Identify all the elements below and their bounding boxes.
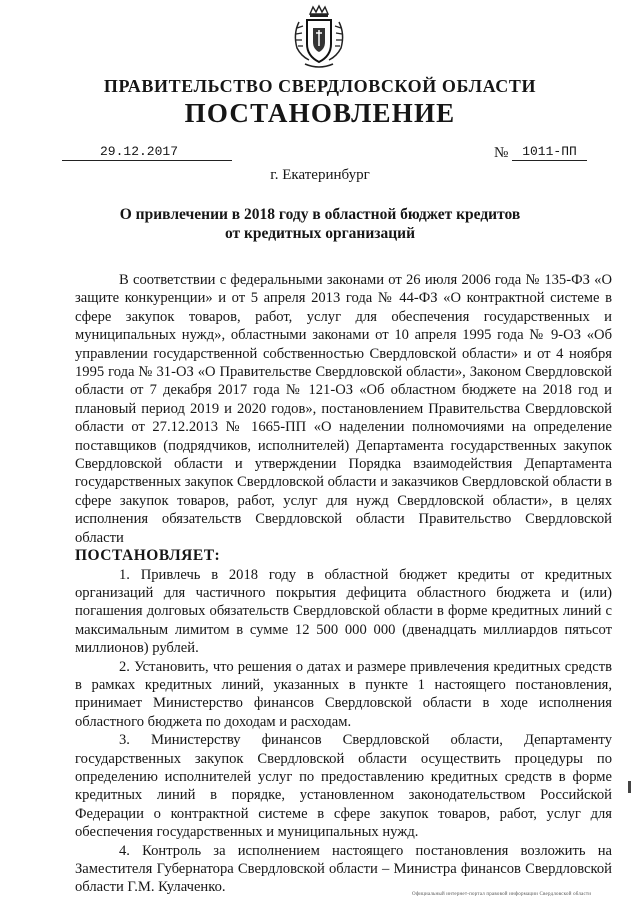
resolves-heading: ПОСТАНОВЛЯЕТ: bbox=[75, 547, 221, 565]
subject-line-2: от кредитных организаций bbox=[224, 225, 416, 242]
document-type: ПОСТАНОВЛЕНИЕ bbox=[184, 98, 456, 128]
government-title: ПРАВИТЕЛЬСТВО СВЕРДЛОВСКОЙ ОБЛАСТИ bbox=[103, 76, 537, 96]
document-date: 29.12.2017 bbox=[62, 144, 232, 161]
city: г. Екатеринбург bbox=[270, 167, 370, 183]
preamble: В соответствии с федеральными законами от 26 июля 2006 года № 135-ФЗ «О защите конкуренции» и от 5 апреля 2013 года № 44-ФЗ «О контрактной системе в сфере закупок товаров, работ, услуг для обеспечения государственных и муниципальных нужд», областными законами от 10 апреля 1995 года № 9-ОЗ «Об управлении государственной собственностью Свердловской области» и от 4 ноября 1995 года № 31-ОЗ «О Правительстве Свердловской области», Законом Свердловской области от 7 декабря 2017 года № 121-ОЗ «Об областном бюджете на 2018 год и плановый период 2019 и 2020 годов», постановлением Правительства Свердловской области от 27.12.2013 № 1665-ПП «О наделении полномочиями на определение поставщиков (подрядчиков, исполнителей) Департамента государственных закупок Свердловской области и утверждении Порядка взаимодействия Департамента государственных закупок Свердловской области и заказчиков Свердловской области в сфере закупок товаров, работ, услуг для нужд Свердловской области», в целях исполнения обязательств Свердловской области Правительство Свердловской области bbox=[75, 272, 612, 546]
document-number: 1011-ПП bbox=[512, 144, 587, 161]
item-2: 2. Установить, что решения о датах и размере привлечения кредитных средств в рамках кредитных линий, указанных в пункте 1 настоящего постановления, принимает Министерство финансов Свердловской области в ходе исполнения областного бюджета по доходам и расходам. bbox=[75, 658, 612, 730]
item-1: 1. Привлечь в 2018 году в областной бюджет кредиты от кредитных организаций для частичного покрытия дефицита областного бюджета и (или) погашения долговых обязательств Свердловской области в форме кредитных линий с максимальным лимитом в сумме 12 500 000 000 (двенадцать миллиардов пятьсот миллионов) рублей. bbox=[75, 566, 612, 657]
number-sign: № bbox=[494, 145, 509, 161]
item-3: 3. Министерству финансов Свердловской области, Департаменту государственных закупок Свердловской области осуществить процедуры по определению исполнителей услуг по предоставлению кредитных средств в форме кредитных линий в порядке, установленном законодательством Российской Федерации о контрактной системе в сфере закупок товаров, работ, услуг для обеспечения государственных и муниципальных нужд. bbox=[75, 732, 612, 841]
coat-of-arms-icon bbox=[291, 4, 347, 72]
subject-line-1: О привлечении в 2018 году в областной бюджет кредитов bbox=[119, 206, 521, 223]
footer-note: Официальный интернет-портал правовой информации Свердловской области bbox=[412, 892, 592, 897]
document-subject bbox=[0, 205, 640, 243]
margin-mark bbox=[628, 781, 631, 793]
item-4: 4. Контроль за исполнением настоящего постановления возложить на Заместителя Губернатора Свердловской области – Министра финансов Свердловской области Г.М. Кулаченко. bbox=[75, 842, 612, 896]
document-body bbox=[75, 271, 612, 897]
